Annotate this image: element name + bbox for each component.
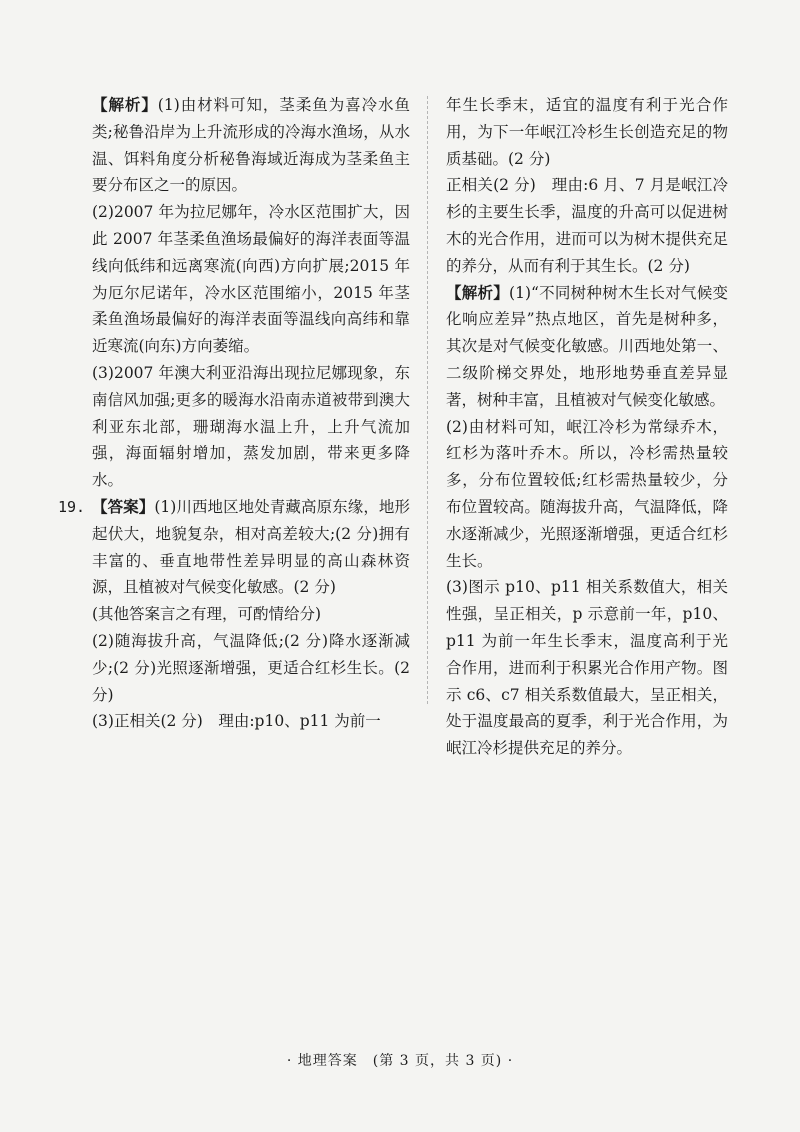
question-19-answer	[58, 494, 410, 735]
question-number: 19.	[58, 497, 86, 516]
column-divider	[427, 96, 428, 704]
answer-19-part1	[92, 494, 410, 601]
analysis-19-part1	[446, 280, 728, 414]
answer-19-part3-continued: 年生长季末，适宜的温度有利于光合作用，为下一年岷江冷杉生长创造充足的物质基础。(2 分)	[446, 96, 728, 168]
answer-tag: 【答案】	[92, 496, 155, 516]
analysis-text: (1)由材料可知，茎柔鱼为喜冷水鱼类;秘鲁沿岸为上升流形成的冷海水渔场，从水温、饵料角度分析秘鲁海域近海成为茎柔鱼主要分布区之一的原因。	[92, 96, 410, 195]
analysis-19-part3: (3)图示 p10、p11 相关系数值大，相关性强，呈正相关，p 示意前一年，p10、p11 为前一年生长季末，温度高利于光合作用，进而利于积累光合作用产物。图示 c6、c7 相关系数值最大，呈正相关，处于温度最高的夏季，利于光合作用，为岷江冷杉提供充足的养分。	[446, 578, 728, 758]
analysis-18-part1	[92, 92, 410, 199]
answer-19-part3: (3)正相关(2 分) 理由:p10、p11 为前一	[92, 712, 381, 731]
answer-19-part3b: 正相关(2 分) 理由:6 月、7 月是岷江冷杉的主要生长季，温度的升高可以促进树木的光合作用，进而可以为树木提供充足的养分，从而有利于其生长。(2 分)	[446, 176, 728, 275]
analysis-18-part3: (3)2007 年澳大利亚沿海出现拉尼娜现象，东南信风加强;更多的暖海水沿南赤道被带到澳大利亚东北部，珊瑚海水温上升，上升气流加强，海面辐射增加，蒸发加剧，带来更多降水。	[92, 363, 410, 490]
analysis-tag: 【解析】	[92, 95, 158, 114]
answer-19-note: (其他答案言之有理，可酌情给分)	[92, 605, 322, 624]
analysis-18-part2: (2)2007 年为拉尼娜年，冷水区范围扩大，因此 2007 年茎柔鱼渔场最偏好的海洋表面等温线向低纬和远离寒流(向西)方向扩展;2015 年为厄尔尼诺年，冷水区范围缩小，2015 年茎柔鱼渔场最偏好的海洋表面等温线向高纬和靠近寒流(向东)方向萎缩。	[92, 203, 410, 356]
answer-text: (1)川西地区地处青藏高原东缘，地形起伏大，地貌复杂，相对高差较大;(2 分)拥有丰富的、垂直地带性差异明显的高山森林资源，且植被对气候变化敏感。(2 分)	[92, 497, 410, 597]
right-column	[446, 92, 728, 762]
analysis-text: (1)“不同树种树木生长对气候变化响应差异”热点地区，首先是树种多，其次是对气候变化敏感。川西地处第一、二级阶梯交界处，地形地势垂直差异显著，树种丰富，且植被对气候变化敏感。	[446, 283, 728, 409]
analysis-tag: 【解析】	[446, 282, 510, 302]
answer-19-part2: (2)随海拔升高，气温降低;(2 分)降水逐渐减少;(2 分)光照逐渐增强，更适合红杉生长。(2 分)	[92, 631, 410, 704]
analysis-19-part2: (2)由材料可知，岷江冷杉为常绿乔木，红杉为落叶乔木。所以，冷杉需热量较多，分布位置较低;红杉需热量较少，分布位置较高。随海拔升高，气温降低，降水逐渐减少，光照逐渐增强，更适合红杉生长。	[446, 417, 728, 570]
left-column	[58, 92, 410, 735]
page-footer: · 地理答案 (第 3 页，共 3 页) ·	[286, 1053, 514, 1069]
